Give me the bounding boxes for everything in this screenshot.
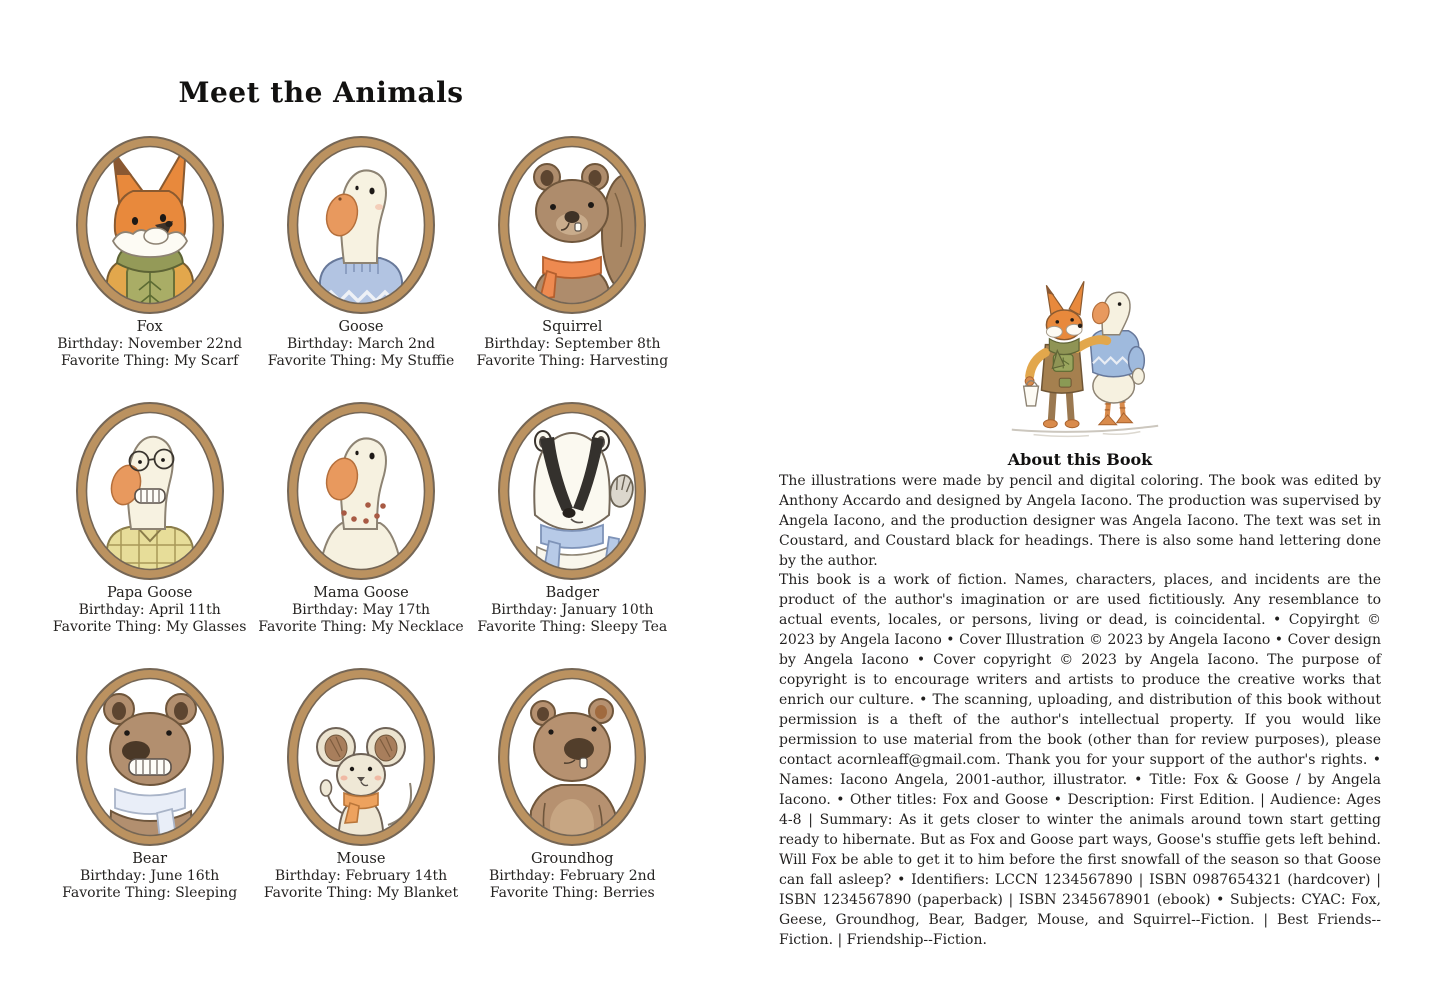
animal-favorite: Favorite Thing: Harvesting (476, 353, 669, 369)
goose-portrait-illustration (280, 131, 442, 319)
animal-card-fox (44, 131, 255, 370)
animal-favorite: Favorite Thing: My Scarf (61, 353, 239, 369)
animal-grid (44, 131, 678, 902)
animal-favorite: Favorite Thing: My Stuffie (267, 353, 455, 369)
animal-birthday: Birthday: April 11th (78, 602, 221, 618)
animal-name: Mouse (336, 851, 386, 867)
animal-card-papa-goose (44, 397, 255, 636)
animal-caption (44, 585, 255, 636)
animal-birthday: Birthday: May 17th (292, 602, 430, 618)
animal-name: Papa Goose (106, 585, 193, 601)
animal-caption (255, 851, 466, 902)
about-heading: About this Book (1007, 450, 1153, 469)
animal-favorite: Favorite Thing: My Blanket (263, 885, 459, 901)
animal-name: Groundhog (531, 851, 614, 867)
animal-name: Squirrel (542, 319, 603, 335)
badger-portrait-illustration (491, 397, 653, 585)
animal-name: Mama Goose (313, 585, 409, 601)
animal-birthday: Birthday: June 16th (80, 868, 220, 884)
animal-card-goose (255, 131, 466, 370)
animal-card-bear (44, 663, 255, 902)
animal-birthday: Birthday: September 8th (484, 336, 661, 352)
page-title: Meet the Animals (178, 76, 464, 109)
mama-goose-portrait-illustration (280, 397, 442, 585)
animal-card-mama-goose (255, 397, 466, 636)
mouse-portrait-illustration (280, 663, 442, 851)
animal-caption (467, 585, 678, 636)
squirrel-portrait-illustration (491, 131, 653, 319)
animal-name: Bear (132, 851, 168, 867)
animal-birthday: Birthday: November 22nd (57, 336, 243, 352)
bear-portrait-illustration (69, 663, 231, 851)
animal-name: Fox (136, 319, 163, 335)
fox-portrait-illustration (69, 131, 231, 319)
about-paragraph-2: This book is a work of fiction. Names, characters, places, and incidents are the product of the author's imagination or are used fictitiously. Any resemblance to actual events, locales, or persons, living or dead, is coincidental. • Copyirght © 2023 by Angela Iacono • Cover Illustration © 2023 by Angela Iacono • Cover design by Angela Iacono • Cover copyright © 2023 by Angela Iacono. The purpose of copyright is to encourage writers and artists to produce the creative works that enrich our culture. • The scanning, uploading, and distribution of this book without permission is a theft of the author's intellectual property. If you would like permission to use material from the book (other than for review purposes), please contact acornleaff@gmail.com. Thank you for your support of the author's rights. • Names: Iacono Angela, 2001-author, illustrator. • Title: Fox & Goose / by Angela Iacono. • Other titles: Fox and Goose • Description: First Edition. | Audience: Ages 4-8 | Summary: As it gets closer to winter the animals around town start getting ready to hibernate. But as Fox and Goose part ways, Goose's stuffie gets left behind. Will Fox be able to get it to him before the first snowfall of the season so that Goose can fall asleep? • Identifiers: LCCN 1234567890 | ISBN 0987654321 (hardcover) | ISBN 1234567890 (paperback) | ISBN 2345678901 (ebook) • Subjects: CYAC: Fox, Geese, Groundhog, Bear, Badger, Mouse, and Squirrel--Fiction. | Best Friends--Fiction. | Friendship--Fiction. (779, 572, 1381, 948)
animal-birthday: Birthday: February 14th (274, 868, 448, 884)
animal-caption (467, 851, 678, 902)
animal-card-mouse (255, 663, 466, 902)
animal-favorite: Favorite Thing: My Glasses (52, 619, 247, 635)
animal-card-squirrel (467, 131, 678, 370)
animal-birthday: Birthday: February 2nd (488, 868, 656, 884)
animal-caption (255, 585, 466, 636)
animal-favorite: Favorite Thing: My Necklace (258, 619, 464, 635)
animal-caption (255, 319, 466, 370)
animal-card-badger (467, 397, 678, 636)
animal-favorite: Favorite Thing: Sleepy Tea (477, 619, 668, 635)
animal-birthday: Birthday: March 2nd (286, 336, 436, 352)
about-paragraph-1: The illustrations were made by pencil and digital coloring. The book was edited by Anthony Accardo and designed by Angela Iacono. The production was supervised by Angela Iacono, and the production designer was Angela Iacono. The text was set in Coustard, and Coustard black for headings. There is also some hand lettering done by the author. (779, 473, 1381, 569)
animal-favorite: Favorite Thing: Berries (489, 885, 655, 901)
about-this-book-page (722, 0, 1440, 989)
papa-goose-portrait-illustration (69, 397, 231, 585)
animal-card-groundhog (467, 663, 678, 902)
animal-caption (467, 319, 678, 370)
animal-name: Goose (338, 319, 384, 335)
groundhog-portrait-illustration (491, 663, 653, 851)
fox-and-goose-illustration (994, 268, 1172, 444)
animal-name: Badger (545, 585, 600, 601)
animal-caption (44, 851, 255, 902)
animal-caption (44, 319, 255, 370)
animal-birthday: Birthday: January 10th (491, 602, 654, 618)
animal-favorite: Favorite Thing: Sleeping (62, 885, 238, 901)
